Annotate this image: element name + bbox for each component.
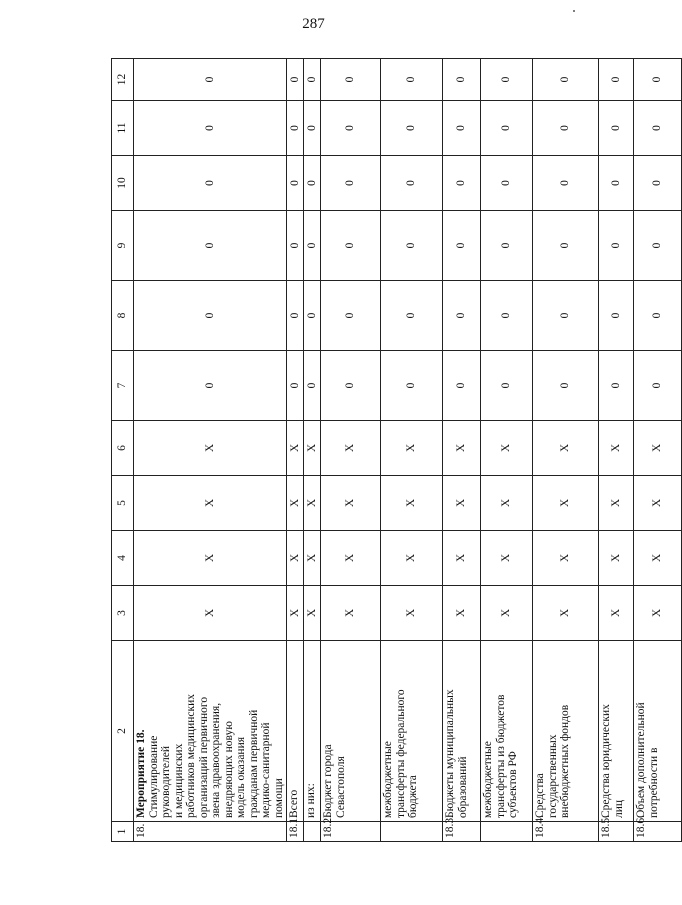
- event-row: [134, 59, 287, 842]
- value-cell: X: [634, 421, 682, 476]
- value-cell: 0: [533, 101, 599, 156]
- value-cell: X: [287, 476, 304, 531]
- value-cell: 0: [443, 281, 481, 351]
- value-cell: 0: [321, 211, 381, 281]
- column-number-header: 12: [112, 59, 134, 101]
- value-cell: X: [599, 421, 634, 476]
- value-cell: 0: [381, 101, 443, 156]
- value-cell: 0: [287, 281, 304, 351]
- event-code: 18.: [134, 822, 287, 842]
- column-number-header: 2: [112, 641, 134, 822]
- column-number-header: 1: [112, 822, 134, 842]
- value-cell: 0: [533, 351, 599, 421]
- value-cell: X: [533, 476, 599, 531]
- value-cell: 0: [134, 59, 287, 101]
- value-cell: 0: [304, 281, 321, 351]
- column-number-header: 11: [112, 101, 134, 156]
- row-label: межбюджетные трансферты из бюджетов субъектов РФ: [481, 641, 533, 822]
- value-cell: X: [599, 476, 634, 531]
- value-cell: X: [481, 421, 533, 476]
- event-title: Мероприятие 18.: [135, 729, 147, 818]
- column-number-header: 4: [112, 531, 134, 586]
- value-cell: X: [634, 476, 682, 531]
- value-cell: 0: [321, 281, 381, 351]
- value-cell: X: [481, 586, 533, 641]
- value-cell: X: [634, 531, 682, 586]
- value-cell: X: [134, 476, 287, 531]
- value-cell: 0: [443, 351, 481, 421]
- column-number-header: 3: [112, 586, 134, 641]
- row-code: [481, 822, 533, 842]
- value-cell: 0: [443, 101, 481, 156]
- row-code: 18.5.: [599, 822, 634, 842]
- value-cell: 0: [599, 101, 634, 156]
- value-cell: X: [134, 421, 287, 476]
- value-cell: 0: [304, 211, 321, 281]
- value-cell: X: [304, 531, 321, 586]
- value-cell: 0: [134, 101, 287, 156]
- value-cell: X: [533, 531, 599, 586]
- column-number-header: 6: [112, 421, 134, 476]
- header-row: [112, 59, 134, 842]
- value-cell: 0: [599, 351, 634, 421]
- table-row: [533, 59, 599, 842]
- value-cell: X: [443, 476, 481, 531]
- value-cell: X: [134, 586, 287, 641]
- column-number-header: 8: [112, 281, 134, 351]
- row-code: 18.2.: [321, 822, 381, 842]
- value-cell: X: [443, 586, 481, 641]
- row-label: Средства государственных внебюджетных фондов: [533, 641, 599, 822]
- value-cell: 0: [481, 59, 533, 101]
- column-number-header: 9: [112, 211, 134, 281]
- value-cell: 0: [599, 281, 634, 351]
- column-number-header: 10: [112, 156, 134, 211]
- row-label: Бюджеты муниципальных образований: [443, 641, 481, 822]
- row-code: 18.4.: [533, 822, 599, 842]
- value-cell: X: [287, 586, 304, 641]
- value-cell: X: [443, 531, 481, 586]
- value-cell: 0: [381, 156, 443, 211]
- value-cell: 0: [443, 211, 481, 281]
- row-label: Объем дополнительной потребности в: [634, 641, 682, 822]
- table-row: [381, 59, 443, 842]
- row-code: 18.1.: [287, 822, 304, 842]
- value-cell: 0: [634, 211, 682, 281]
- value-cell: 0: [287, 59, 304, 101]
- value-cell: X: [287, 421, 304, 476]
- row-code: 18.3.: [443, 822, 481, 842]
- value-cell: X: [481, 531, 533, 586]
- row-code: 18.6.: [634, 822, 682, 842]
- value-cell: X: [304, 476, 321, 531]
- row-label: из них:: [304, 641, 321, 822]
- value-cell: 0: [304, 156, 321, 211]
- page-number: 287: [302, 16, 325, 32]
- value-cell: 0: [304, 351, 321, 421]
- value-cell: 0: [381, 59, 443, 101]
- value-cell: X: [634, 586, 682, 641]
- event-description-cell: [134, 641, 287, 822]
- table-row: [443, 59, 481, 842]
- value-cell: X: [304, 421, 321, 476]
- value-cell: 0: [321, 156, 381, 211]
- value-cell: 0: [134, 156, 287, 211]
- value-cell: 0: [321, 59, 381, 101]
- value-cell: 0: [304, 101, 321, 156]
- value-cell: X: [381, 421, 443, 476]
- row-label: межбюджетные трансферты федерального бюджета: [381, 641, 443, 822]
- value-cell: 0: [443, 156, 481, 211]
- value-cell: X: [321, 421, 381, 476]
- value-cell: X: [321, 586, 381, 641]
- value-cell: 0: [287, 156, 304, 211]
- value-cell: 0: [481, 101, 533, 156]
- value-cell: 0: [481, 351, 533, 421]
- value-cell: X: [381, 531, 443, 586]
- value-cell: X: [381, 476, 443, 531]
- value-cell: 0: [321, 351, 381, 421]
- table-row: [321, 59, 381, 842]
- value-cell: 0: [599, 211, 634, 281]
- value-cell: X: [599, 586, 634, 641]
- value-cell: 0: [134, 281, 287, 351]
- value-cell: 0: [634, 101, 682, 156]
- value-cell: X: [533, 586, 599, 641]
- value-cell: 0: [634, 156, 682, 211]
- value-cell: 0: [321, 101, 381, 156]
- rotated-table-container: [111, 59, 664, 842]
- value-cell: 0: [634, 351, 682, 421]
- value-cell: 0: [381, 281, 443, 351]
- table-row: [304, 59, 321, 842]
- value-cell: 0: [481, 211, 533, 281]
- value-cell: 0: [533, 59, 599, 101]
- value-cell: 0: [287, 351, 304, 421]
- column-number-header: 7: [112, 351, 134, 421]
- value-cell: 0: [443, 59, 481, 101]
- value-cell: 0: [599, 156, 634, 211]
- value-cell: 0: [287, 211, 304, 281]
- value-cell: 0: [304, 59, 321, 101]
- value-cell: 0: [134, 211, 287, 281]
- value-cell: 0: [533, 156, 599, 211]
- value-cell: 0: [381, 351, 443, 421]
- value-cell: X: [381, 586, 443, 641]
- scan-speck: [573, 10, 575, 12]
- value-cell: 0: [481, 281, 533, 351]
- value-cell: X: [304, 586, 321, 641]
- value-cell: 0: [533, 281, 599, 351]
- funding-table: [111, 58, 682, 842]
- value-cell: 0: [381, 211, 443, 281]
- value-cell: X: [134, 531, 287, 586]
- table-row: [481, 59, 533, 842]
- table-row: [287, 59, 304, 842]
- value-cell: X: [599, 531, 634, 586]
- value-cell: X: [533, 421, 599, 476]
- value-cell: 0: [634, 59, 682, 101]
- value-cell: X: [443, 421, 481, 476]
- row-label: Всего: [287, 641, 304, 822]
- value-cell: 0: [287, 101, 304, 156]
- value-cell: X: [321, 531, 381, 586]
- value-cell: 0: [134, 351, 287, 421]
- row-label: Бюджет города Севастополя: [321, 641, 381, 822]
- value-cell: 0: [599, 59, 634, 101]
- event-description: Стимулирование руководителей и медицинских работников медицинских организаций первичного звена здравоохранения, внедряющих новую модель оказания гражданам первичной медико-санитарной помощи: [147, 694, 285, 818]
- column-number-header: 5: [112, 476, 134, 531]
- row-code: [381, 822, 443, 842]
- value-cell: X: [321, 476, 381, 531]
- row-code: [304, 822, 321, 842]
- value-cell: 0: [533, 211, 599, 281]
- table-row: [634, 59, 682, 842]
- value-cell: X: [481, 476, 533, 531]
- value-cell: X: [287, 531, 304, 586]
- row-label: Средства юридических лиц: [599, 641, 634, 822]
- value-cell: 0: [481, 156, 533, 211]
- table-row: [599, 59, 634, 842]
- value-cell: 0: [634, 281, 682, 351]
